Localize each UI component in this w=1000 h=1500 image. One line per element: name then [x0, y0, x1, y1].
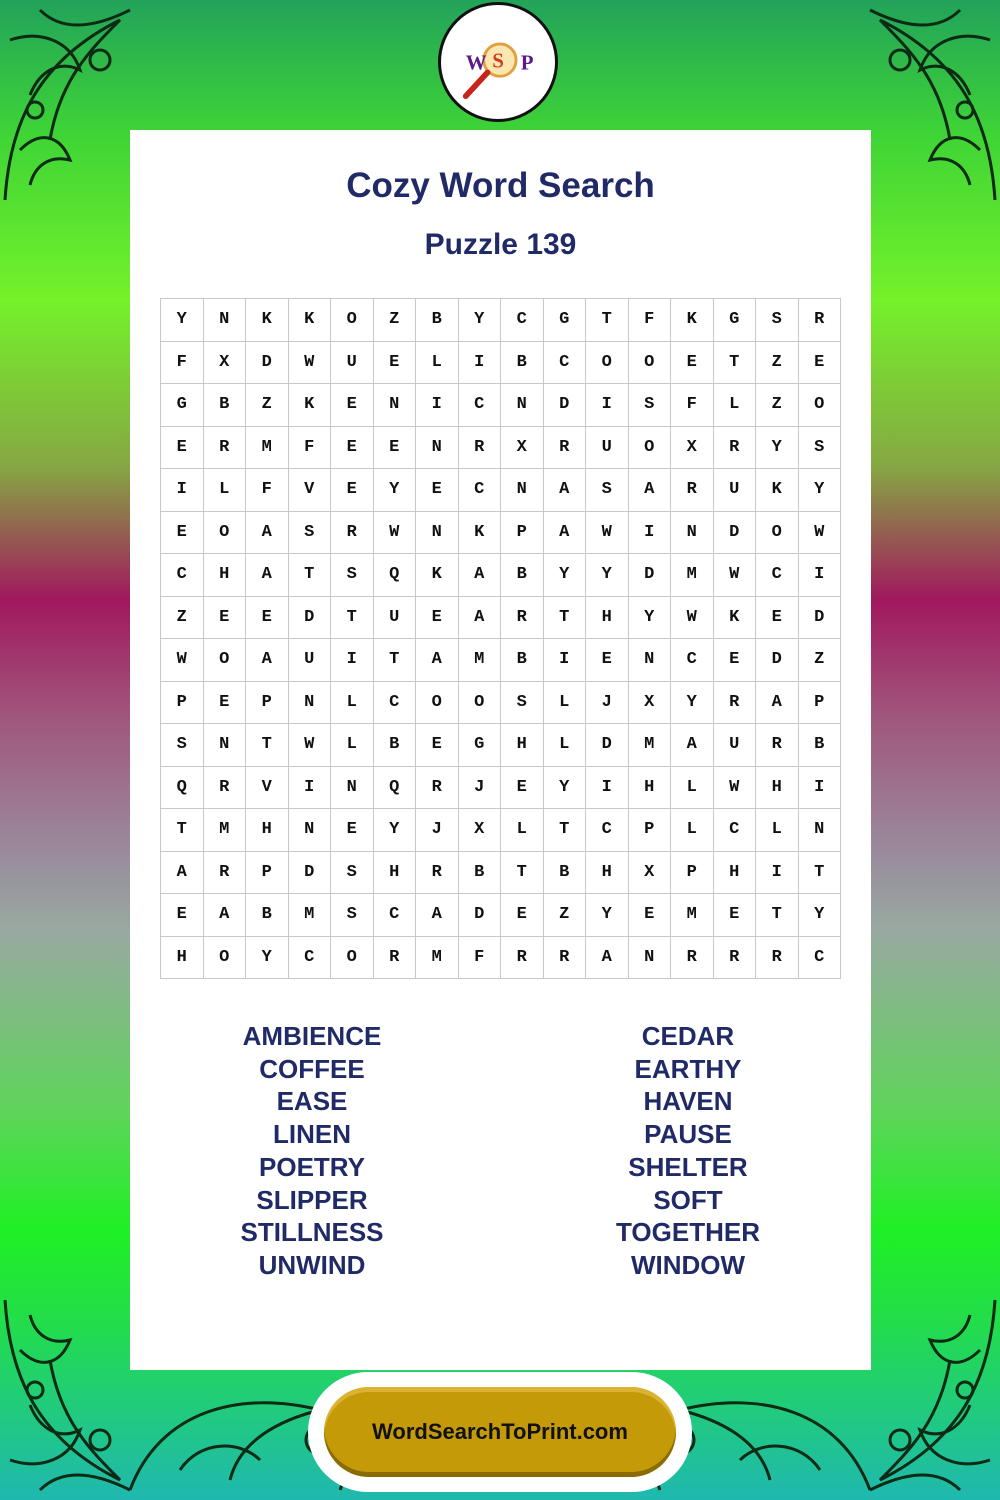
grid-cell[interactable]: W	[671, 597, 714, 640]
grid-cell[interactable]: R	[416, 767, 459, 810]
grid-cell[interactable]: Y	[671, 682, 714, 725]
word-list-item: LINEN	[273, 1119, 351, 1150]
grid-cell[interactable]: O	[204, 512, 247, 555]
website-link-button[interactable]: WordSearchToPrint.com	[324, 1387, 676, 1477]
grid-cell[interactable]: A	[161, 852, 204, 895]
grid-cell[interactable]: X	[204, 342, 247, 385]
grid-cell[interactable]: D	[459, 894, 502, 937]
word-list-item: SHELTER	[628, 1151, 748, 1182]
grid-cell[interactable]: T	[586, 299, 629, 342]
grid-cell[interactable]: H	[714, 852, 757, 895]
grid-cell[interactable]: E	[799, 342, 842, 385]
grid-cell[interactable]: S	[331, 894, 374, 937]
grid-cell[interactable]: E	[501, 767, 544, 810]
grid-cell[interactable]: A	[246, 512, 289, 555]
grid-cell[interactable]: P	[799, 682, 842, 725]
grid-cell[interactable]: O	[629, 342, 672, 385]
grid-cell[interactable]: K	[289, 384, 332, 427]
word-list-item: SOFT	[653, 1184, 723, 1215]
grid-cell[interactable]: T	[246, 724, 289, 767]
grid-cell[interactable]: T	[161, 809, 204, 852]
grid-cell[interactable]: N	[416, 512, 459, 555]
grid-cell[interactable]: A	[416, 894, 459, 937]
grid-cell[interactable]: S	[756, 299, 799, 342]
grid-cell[interactable]: I	[586, 384, 629, 427]
grid-cell[interactable]: O	[799, 384, 842, 427]
grid-cell[interactable]: F	[161, 342, 204, 385]
grid-cell[interactable]: L	[331, 682, 374, 725]
logo-letter-w: W	[465, 50, 487, 75]
grid-cell[interactable]: R	[374, 937, 417, 980]
grid-cell[interactable]: H	[374, 852, 417, 895]
grid-cell[interactable]: C	[586, 809, 629, 852]
grid-cell[interactable]: L	[671, 809, 714, 852]
grid-cell[interactable]: I	[416, 384, 459, 427]
grid-cell[interactable]: E	[416, 724, 459, 767]
grid-cell[interactable]: N	[416, 427, 459, 470]
grid-cell[interactable]: A	[246, 639, 289, 682]
grid-cell[interactable]: H	[246, 809, 289, 852]
grid-cell[interactable]: H	[161, 937, 204, 980]
grid-cell[interactable]: N	[501, 469, 544, 512]
word-list-right	[538, 1020, 838, 1282]
word-list-item: POETRY	[259, 1151, 365, 1182]
grid-cell[interactable]: K	[416, 554, 459, 597]
grid-cell[interactable]: C	[714, 809, 757, 852]
grid-cell[interactable]: O	[416, 682, 459, 725]
grid-cell[interactable]: Y	[544, 554, 587, 597]
grid-cell[interactable]: I	[629, 512, 672, 555]
grid-cell[interactable]: N	[204, 724, 247, 767]
grid-cell[interactable]: H	[501, 724, 544, 767]
grid-cell[interactable]: P	[671, 852, 714, 895]
grid-cell[interactable]: O	[459, 682, 502, 725]
grid-cell[interactable]: S	[331, 554, 374, 597]
word-list-item: TOGETHER	[616, 1217, 760, 1248]
grid-cell[interactable]: R	[204, 767, 247, 810]
grid-cell[interactable]: T	[756, 894, 799, 937]
grid-cell[interactable]: M	[246, 427, 289, 470]
grid-cell[interactable]: R	[671, 937, 714, 980]
grid-cell[interactable]: R	[331, 512, 374, 555]
grid-cell[interactable]: O	[756, 512, 799, 555]
grid-cell[interactable]: K	[459, 512, 502, 555]
grid-cell[interactable]: L	[501, 809, 544, 852]
grid-cell[interactable]: Z	[799, 639, 842, 682]
grid-cell[interactable]: G	[544, 299, 587, 342]
grid-cell[interactable]: R	[501, 937, 544, 980]
grid-cell[interactable]: U	[714, 469, 757, 512]
grid-cell[interactable]: U	[331, 342, 374, 385]
word-list-item: PAUSE	[644, 1119, 732, 1150]
grid-cell[interactable]: S	[161, 724, 204, 767]
grid-cell[interactable]: C	[501, 299, 544, 342]
grid-cell[interactable]: R	[544, 937, 587, 980]
word-list-item: HAVEN	[643, 1086, 733, 1117]
grid-cell[interactable]: E	[161, 512, 204, 555]
grid-cell[interactable]: U	[714, 724, 757, 767]
grid-cell[interactable]: E	[161, 427, 204, 470]
grid-cell[interactable]: C	[289, 937, 332, 980]
grid-cell[interactable]: Y	[756, 427, 799, 470]
grid-cell[interactable]: K	[289, 299, 332, 342]
word-list-item: COFFEE	[259, 1053, 365, 1084]
grid-cell[interactable]: B	[799, 724, 842, 767]
grid-cell[interactable]: P	[629, 809, 672, 852]
grid-cell[interactable]: Z	[161, 597, 204, 640]
grid-cell[interactable]: A	[544, 469, 587, 512]
grid-cell[interactable]: C	[161, 554, 204, 597]
grid-cell[interactable]: P	[501, 512, 544, 555]
grid-cell[interactable]: N	[331, 767, 374, 810]
grid-cell[interactable]: Y	[374, 809, 417, 852]
grid-cell[interactable]: C	[544, 342, 587, 385]
grid-cell[interactable]: Y	[586, 894, 629, 937]
grid-cell[interactable]: Y	[586, 554, 629, 597]
grid-cell[interactable]: F	[289, 427, 332, 470]
word-list-item: STILLNESS	[240, 1217, 384, 1248]
grid-cell[interactable]: T	[501, 852, 544, 895]
grid-cell[interactable]: X	[629, 852, 672, 895]
word-list-item: UNWIND	[258, 1249, 366, 1280]
grid-cell[interactable]: E	[161, 894, 204, 937]
grid-cell[interactable]: B	[501, 554, 544, 597]
grid-cell[interactable]: L	[714, 384, 757, 427]
grid-cell[interactable]: E	[246, 597, 289, 640]
grid-cell[interactable]: E	[374, 342, 417, 385]
grid-cell[interactable]: A	[586, 937, 629, 980]
grid-cell[interactable]: M	[671, 554, 714, 597]
grid-cell[interactable]: F	[671, 384, 714, 427]
grid-cell[interactable]: R	[204, 852, 247, 895]
grid-cell[interactable]: K	[714, 597, 757, 640]
grid-cell[interactable]: Z	[756, 342, 799, 385]
grid-cell[interactable]: A	[459, 597, 502, 640]
grid-cell[interactable]: R	[714, 937, 757, 980]
grid-cell[interactable]: W	[586, 512, 629, 555]
grid-cell[interactable]: S	[501, 682, 544, 725]
grid-cell[interactable]: E	[204, 597, 247, 640]
magnifier-logo-icon	[441, 5, 555, 119]
grid-cell[interactable]: R	[799, 299, 842, 342]
grid-cell[interactable]: C	[671, 639, 714, 682]
grid-cell[interactable]: A	[756, 682, 799, 725]
grid-cell[interactable]: T	[544, 809, 587, 852]
grid-cell[interactable]: W	[714, 554, 757, 597]
puzzle-card	[130, 130, 871, 1370]
grid-cell[interactable]: N	[289, 809, 332, 852]
grid-cell[interactable]: L	[671, 767, 714, 810]
grid-cell[interactable]: B	[459, 852, 502, 895]
grid-cell[interactable]: E	[629, 894, 672, 937]
grid-cell[interactable]: E	[416, 469, 459, 512]
grid-cell[interactable]: M	[289, 894, 332, 937]
grid-cell[interactable]: J	[416, 809, 459, 852]
grid-cell[interactable]: M	[204, 809, 247, 852]
grid-cell[interactable]: E	[331, 809, 374, 852]
grid-cell[interactable]: Y	[799, 469, 842, 512]
grid-cell[interactable]: A	[671, 724, 714, 767]
grid-cell[interactable]: E	[416, 597, 459, 640]
grid-cell[interactable]: T	[374, 639, 417, 682]
word-list-item: WINDOW	[630, 1249, 746, 1280]
word-list-item: EARTHY	[634, 1053, 742, 1084]
grid-cell[interactable]: C	[459, 469, 502, 512]
grid-cell[interactable]: Q	[374, 767, 417, 810]
grid-cell[interactable]: U	[289, 639, 332, 682]
grid-cell[interactable]: P	[246, 682, 289, 725]
grid-cell[interactable]: B	[204, 384, 247, 427]
grid-cell[interactable]: C	[374, 682, 417, 725]
grid-cell[interactable]: H	[204, 554, 247, 597]
grid-cell[interactable]: T	[714, 342, 757, 385]
grid-cell[interactable]: J	[459, 767, 502, 810]
grid-cell[interactable]: D	[799, 597, 842, 640]
grid-cell[interactable]: I	[799, 554, 842, 597]
grid-cell[interactable]: W	[374, 512, 417, 555]
grid-cell[interactable]: N	[204, 299, 247, 342]
grid-cell[interactable]: Q	[161, 767, 204, 810]
word-list-item: CEDAR	[641, 1021, 735, 1051]
grid-cell[interactable]: E	[331, 427, 374, 470]
grid-cell[interactable]: S	[799, 427, 842, 470]
grid-cell[interactable]: E	[374, 427, 417, 470]
grid-cell[interactable]: L	[204, 469, 247, 512]
grid-cell[interactable]: Z	[756, 384, 799, 427]
grid-cell[interactable]: A	[204, 894, 247, 937]
grid-cell[interactable]: R	[756, 937, 799, 980]
grid-cell[interactable]: R	[544, 427, 587, 470]
grid-cell[interactable]: B	[501, 639, 544, 682]
grid-cell[interactable]: N	[671, 512, 714, 555]
grid-cell[interactable]: M	[459, 639, 502, 682]
grid-cell[interactable]: W	[289, 342, 332, 385]
grid-cell[interactable]: R	[714, 682, 757, 725]
grid-cell[interactable]: I	[756, 852, 799, 895]
grid-cell[interactable]: T	[799, 852, 842, 895]
grid-cell[interactable]: Y	[374, 469, 417, 512]
corner-ornament-icon	[0, 0, 150, 210]
grid-cell[interactable]: S	[629, 384, 672, 427]
grid-cell[interactable]: E	[501, 894, 544, 937]
grid-cell[interactable]: G	[161, 384, 204, 427]
grid-cell[interactable]: R	[714, 427, 757, 470]
grid-cell[interactable]: F	[459, 937, 502, 980]
grid-cell[interactable]: E	[714, 639, 757, 682]
grid-cell[interactable]: E	[204, 682, 247, 725]
logo-letter-p: P	[520, 50, 534, 75]
grid-cell[interactable]: A	[246, 554, 289, 597]
grid-cell[interactable]: S	[289, 512, 332, 555]
grid-cell[interactable]: C	[459, 384, 502, 427]
grid-cell[interactable]: U	[374, 597, 417, 640]
word-list-item: AMBIENCE	[242, 1021, 382, 1051]
puzzle-number: Puzzle 139	[424, 228, 577, 261]
grid-cell[interactable]: R	[204, 427, 247, 470]
grid-cell[interactable]: V	[289, 469, 332, 512]
grid-cell[interactable]: U	[586, 427, 629, 470]
grid-cell[interactable]: D	[289, 852, 332, 895]
grid-cell[interactable]: I	[799, 767, 842, 810]
grid-cell[interactable]: V	[246, 767, 289, 810]
grid-cell[interactable]: P	[246, 852, 289, 895]
site-logo[interactable]	[438, 2, 558, 122]
grid-cell[interactable]: I	[459, 342, 502, 385]
grid-cell[interactable]: R	[416, 852, 459, 895]
grid-cell[interactable]: F	[629, 299, 672, 342]
grid-cell[interactable]: Y	[459, 299, 502, 342]
grid-cell[interactable]: R	[756, 724, 799, 767]
grid-cell[interactable]: H	[586, 852, 629, 895]
grid-cell[interactable]: X	[501, 427, 544, 470]
grid-cell[interactable]: O	[204, 639, 247, 682]
grid-cell[interactable]: L	[756, 809, 799, 852]
grid-cell[interactable]: T	[331, 597, 374, 640]
word-list-item: SLIPPER	[256, 1184, 368, 1215]
word-list-left	[162, 1020, 462, 1282]
letter-grid	[160, 298, 841, 979]
grid-cell[interactable]: I	[161, 469, 204, 512]
grid-cell[interactable]: B	[374, 724, 417, 767]
grid-cell[interactable]: O	[586, 342, 629, 385]
grid-cell[interactable]: O	[629, 427, 672, 470]
grid-cell[interactable]: G	[714, 299, 757, 342]
grid-cell[interactable]: H	[629, 767, 672, 810]
grid-cell[interactable]: I	[544, 639, 587, 682]
grid-cell[interactable]: M	[416, 937, 459, 980]
grid-cell[interactable]: D	[246, 342, 289, 385]
grid-cell[interactable]: P	[161, 682, 204, 725]
grid-cell[interactable]: I	[331, 639, 374, 682]
corner-ornament-icon	[850, 0, 1000, 210]
grid-cell[interactable]: I	[586, 767, 629, 810]
grid-cell[interactable]: H	[586, 597, 629, 640]
grid-cell[interactable]: O	[331, 937, 374, 980]
grid-cell[interactable]: R	[459, 427, 502, 470]
grid-cell[interactable]: D	[289, 597, 332, 640]
logo-letter-s: S	[492, 48, 504, 73]
grid-cell[interactable]: S	[331, 852, 374, 895]
grid-cell[interactable]: D	[629, 554, 672, 597]
grid-cell[interactable]: F	[246, 469, 289, 512]
grid-cell[interactable]: L	[544, 724, 587, 767]
grid-cell[interactable]: K	[246, 299, 289, 342]
grid-cell[interactable]: W	[289, 724, 332, 767]
grid-cell[interactable]: L	[544, 682, 587, 725]
grid-cell[interactable]: X	[459, 809, 502, 852]
grid-cell[interactable]: D	[544, 384, 587, 427]
grid-cell[interactable]: X	[671, 427, 714, 470]
grid-cell[interactable]: S	[586, 469, 629, 512]
grid-cell[interactable]: L	[416, 342, 459, 385]
grid-cell[interactable]: I	[289, 767, 332, 810]
grid-cell[interactable]: A	[459, 554, 502, 597]
grid-cell[interactable]: H	[756, 767, 799, 810]
grid-cell[interactable]: E	[756, 597, 799, 640]
grid-cell[interactable]: E	[671, 342, 714, 385]
grid-cell[interactable]: E	[586, 639, 629, 682]
grid-cell[interactable]: N	[629, 639, 672, 682]
grid-cell[interactable]: E	[331, 469, 374, 512]
grid-cell[interactable]: D	[586, 724, 629, 767]
grid-cell[interactable]: X	[629, 682, 672, 725]
grid-cell[interactable]: E	[714, 894, 757, 937]
grid-cell[interactable]: C	[374, 894, 417, 937]
grid-cell[interactable]: G	[459, 724, 502, 767]
grid-cell[interactable]: Z	[374, 299, 417, 342]
grid-cell[interactable]: B	[416, 299, 459, 342]
grid-cell[interactable]: C	[799, 937, 842, 980]
grid-cell[interactable]: A	[629, 469, 672, 512]
grid-cell[interactable]: W	[799, 512, 842, 555]
grid-cell[interactable]: N	[374, 384, 417, 427]
grid-cell[interactable]: O	[331, 299, 374, 342]
grid-cell[interactable]: D	[756, 639, 799, 682]
grid-cell[interactable]: M	[629, 724, 672, 767]
grid-cell[interactable]: N	[501, 384, 544, 427]
grid-cell[interactable]: M	[671, 894, 714, 937]
grid-cell[interactable]: Y	[799, 894, 842, 937]
grid-cell[interactable]: J	[586, 682, 629, 725]
grid-cell[interactable]: Z	[544, 894, 587, 937]
grid-cell[interactable]: K	[756, 469, 799, 512]
grid-cell[interactable]: R	[501, 597, 544, 640]
grid-cell[interactable]: Y	[544, 767, 587, 810]
grid-cell[interactable]: Y	[629, 597, 672, 640]
grid-cell[interactable]: D	[714, 512, 757, 555]
grid-cell[interactable]: B	[246, 894, 289, 937]
grid-cell[interactable]: Z	[246, 384, 289, 427]
grid-cell[interactable]: R	[671, 469, 714, 512]
grid-cell[interactable]: T	[544, 597, 587, 640]
grid-cell[interactable]: W	[161, 639, 204, 682]
grid-cell[interactable]: B	[544, 852, 587, 895]
grid-cell[interactable]: Q	[374, 554, 417, 597]
grid-cell[interactable]: T	[289, 554, 332, 597]
grid-cell[interactable]: B	[501, 342, 544, 385]
grid-cell[interactable]: K	[671, 299, 714, 342]
page-title: Cozy Word Search	[346, 166, 655, 205]
grid-cell[interactable]: N	[289, 682, 332, 725]
grid-cell[interactable]: N	[799, 809, 842, 852]
grid-cell[interactable]: O	[204, 937, 247, 980]
grid-cell[interactable]: E	[331, 384, 374, 427]
word-list-item: EASE	[276, 1086, 348, 1117]
grid-cell[interactable]: Y	[161, 299, 204, 342]
grid-cell[interactable]: A	[416, 639, 459, 682]
grid-cell[interactable]: L	[331, 724, 374, 767]
grid-cell[interactable]: W	[714, 767, 757, 810]
grid-cell[interactable]: Y	[246, 937, 289, 980]
grid-cell[interactable]: N	[629, 937, 672, 980]
grid-cell[interactable]: A	[544, 512, 587, 555]
grid-cell[interactable]: C	[756, 554, 799, 597]
